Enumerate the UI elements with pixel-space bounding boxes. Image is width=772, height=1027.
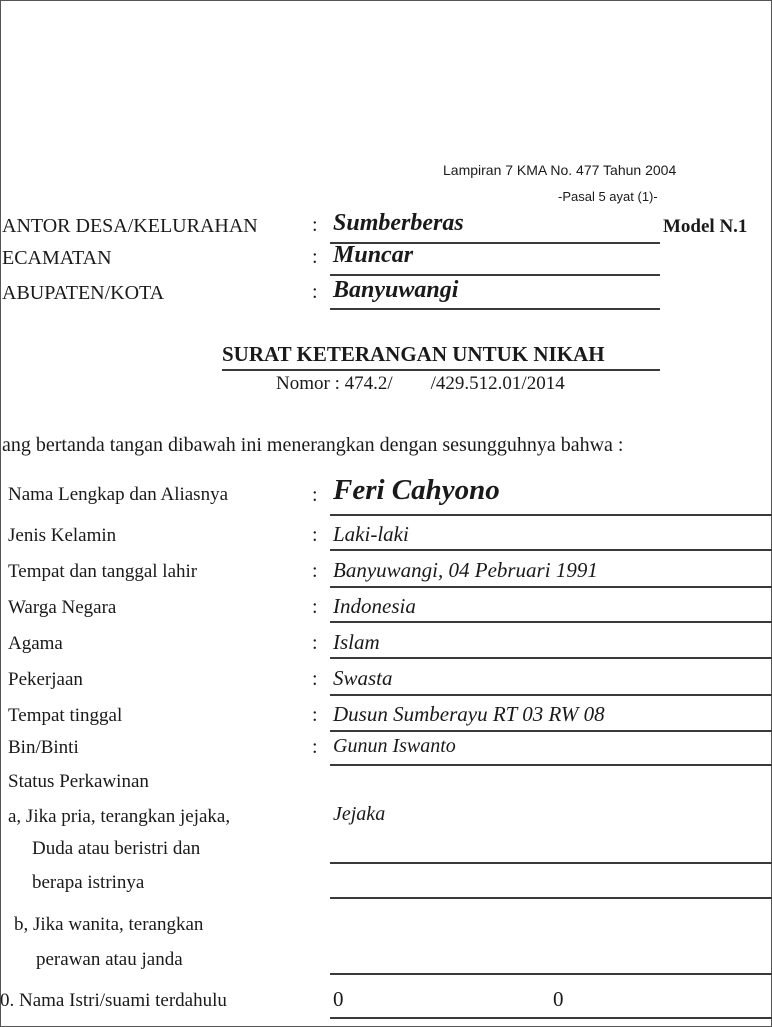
nama-label: Nama Lengkap dan Aliasnya — [8, 484, 229, 505]
status-perkawinan-label: Status Perkawinan — [8, 771, 149, 792]
title-underline — [222, 369, 660, 371]
colon: : — [312, 736, 318, 758]
wanita-label-line2: perawan atau janda — [36, 949, 183, 970]
warga-negara-value: Indonesia — [333, 594, 416, 618]
pekerjaan-underline — [330, 694, 772, 696]
colon: : — [312, 704, 318, 726]
jenis-kelamin-label: Jenis Kelamin — [8, 525, 117, 546]
agama-value: Islam — [333, 630, 380, 654]
kantor-label: ANTOR DESA/KELURAHAN — [2, 215, 258, 237]
model-text: Model N.1 — [663, 216, 748, 237]
colon: : — [312, 596, 318, 618]
pria-label-line3: berapa istrinya — [32, 872, 145, 893]
bin-binti-value: Gunun Iswanto — [333, 735, 456, 757]
colon: : — [312, 281, 318, 303]
pria-underline-2 — [330, 897, 772, 899]
pekerjaan-value: Swasta — [333, 666, 393, 690]
tempat-tinggal-label: Tempat tinggal — [8, 705, 123, 726]
jenis-kelamin-underline — [330, 549, 772, 551]
colon: : — [312, 484, 318, 506]
pria-label-line1: a, Jika pria, terangkan jejaka, — [8, 806, 231, 827]
istri-suami-label: 0. Nama Istri/suami terdahulu — [0, 990, 227, 1011]
lampiran-text: Lampiran 7 KMA No. 477 Tahun 2004 — [443, 162, 677, 178]
pasal-text: -Pasal 5 ayat (1)- — [558, 189, 658, 204]
kabupaten-value: Banyuwangi — [333, 277, 459, 303]
ttl-label: Tempat dan tanggal lahir — [8, 561, 198, 582]
istri-suami-value-2: 0 — [553, 987, 564, 1011]
tempat-tinggal-value: Dusun Sumberayu RT 03 RW 08 — [333, 702, 605, 726]
colon: : — [312, 246, 318, 268]
colon: : — [312, 214, 318, 236]
pria-label-line2: Duda atau beristri dan — [32, 838, 201, 859]
kecamatan-label: ECAMATAN — [2, 247, 112, 269]
agama-underline — [330, 657, 772, 659]
jenis-kelamin-value: Laki-laki — [333, 522, 409, 546]
kantor-value: Sumberberas — [333, 210, 464, 236]
colon: : — [312, 560, 318, 582]
nomor-text: Nomor : 474.2/ /429.512.01/2014 — [276, 373, 565, 394]
nama-value: Feri Cahyono — [333, 474, 500, 506]
kecamatan-underline — [330, 274, 660, 276]
pekerjaan-label: Pekerjaan — [8, 669, 83, 690]
colon: : — [312, 632, 318, 654]
wanita-label-line1: b, Jika wanita, terangkan — [14, 914, 204, 935]
kabupaten-label: ABUPATEN/KOTA — [2, 282, 165, 304]
document-title: SURAT KETERANGAN UNTUK NIKAH — [222, 342, 605, 366]
agama-label: Agama — [8, 633, 63, 654]
nama-underline — [330, 514, 772, 516]
tempat-tinggal-underline — [330, 730, 772, 732]
wanita-underline — [330, 973, 772, 975]
ttl-value: Banyuwangi, 04 Pebruari 1991 — [333, 558, 598, 582]
colon: : — [312, 668, 318, 690]
pria-value: Jejaka — [333, 803, 386, 825]
bin-binti-label: Bin/Binti — [8, 737, 79, 758]
bin-binti-underline — [330, 764, 772, 766]
warga-negara-label: Warga Negara — [8, 597, 117, 618]
kabupaten-underline — [330, 308, 660, 310]
istri-suami-underline — [330, 1017, 772, 1019]
ttl-underline — [330, 586, 772, 588]
pria-underline-1 — [330, 862, 772, 864]
istri-suami-value-1: 0 — [333, 987, 344, 1011]
kecamatan-value: Muncar — [333, 242, 414, 268]
warga-negara-underline — [330, 621, 772, 623]
intro-text: ang bertanda tangan dibawah ini menerangkan dengan sesungguhnya bahwa : — [2, 434, 624, 456]
colon: : — [312, 524, 318, 546]
